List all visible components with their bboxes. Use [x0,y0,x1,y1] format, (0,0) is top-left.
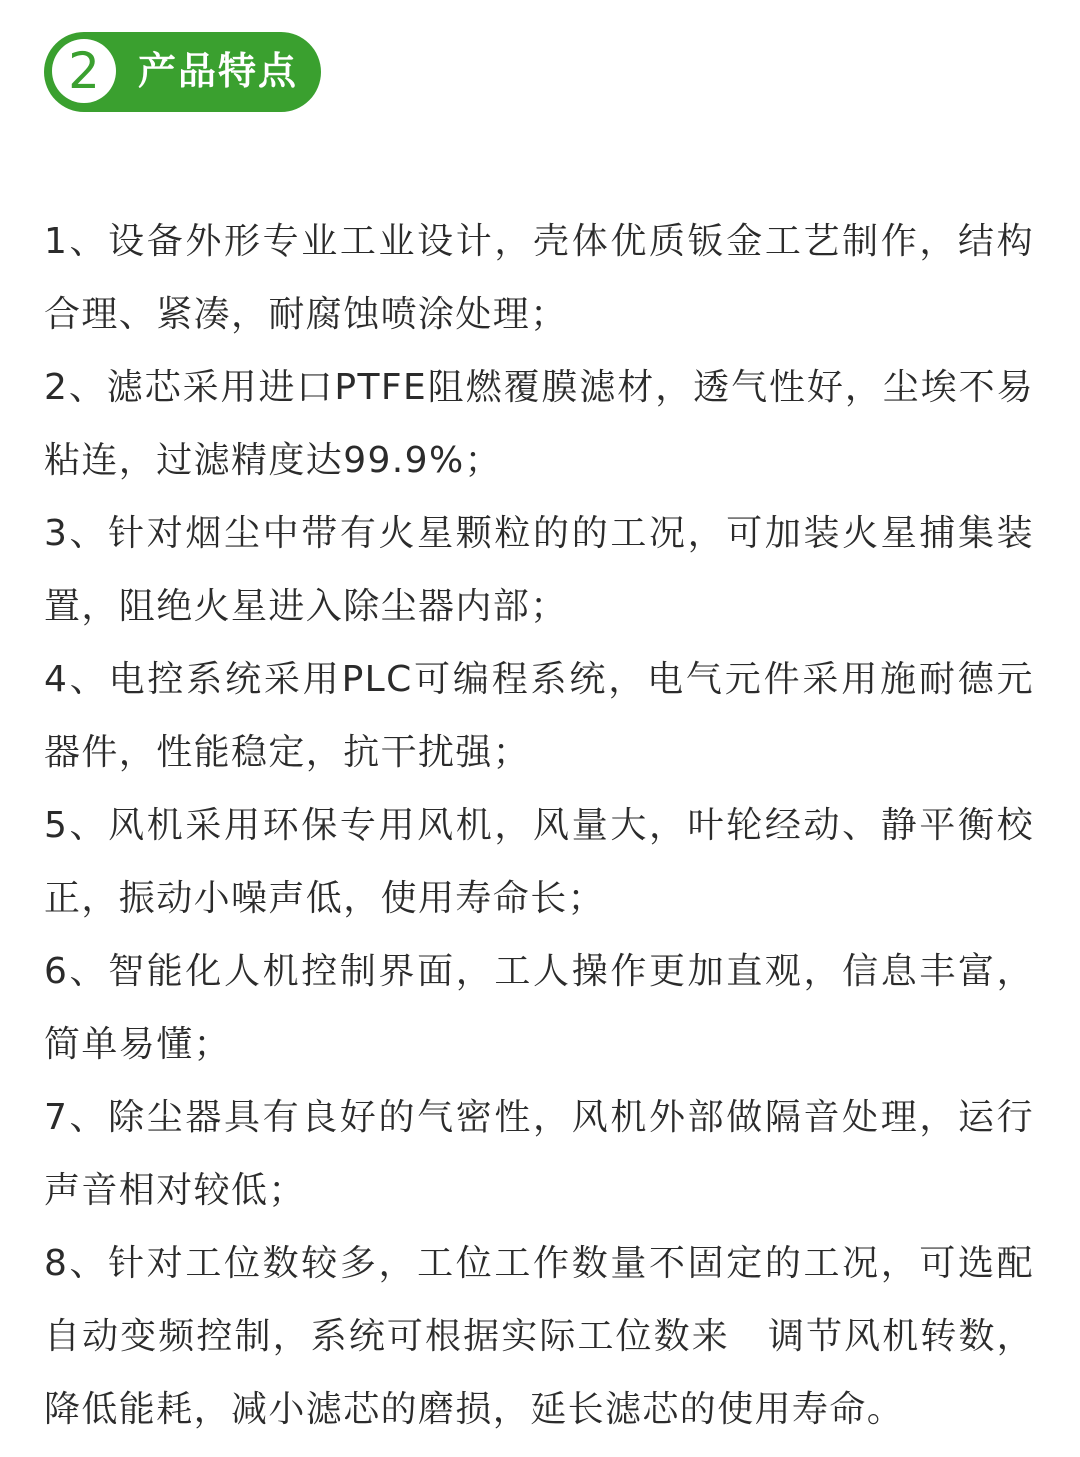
feature-item-7: 7、除尘器具有良好的气密性，风机外部做隔音处理，运行声音相对较低； [44,1097,1034,1211]
feature-item-4: 4、电控系统采用PLC可编程系统，电气元件采用施耐德元器件，性能稳定，抗干扰强； [44,659,1034,773]
feature-item-2: 2、滤芯采用进口PTFE阻燃覆膜滤材，透气性好，尘埃不易粘连，过滤精度达99.9%； [44,367,1034,481]
feature-item-8: 8、针对工位数较多，工位工作数量不固定的工况，可选配自动变频控制，系统可根据实际工位数来 调节风机转数，降低能耗，减小滤芯的磨损，延长滤芯的使用寿命。 [44,1243,1034,1430]
feature-item-1: 1、设备外形专业工业设计，壳体优质钣金工艺制作，结构合理、紧凑，耐腐蚀喷涂处理； [44,221,1034,335]
section-number: 2 [52,39,116,103]
section-header-badge [44,32,321,112]
section-title: 产品特点 [138,49,299,93]
feature-item-6: 6、智能化人机控制界面，工人操作更加直观，信息丰富，简单易懂； [44,951,1034,1065]
feature-item-3: 3、针对烟尘中带有火星颗粒的的工况，可加装火星捕集装置，阻绝火星进入除尘器内部； [44,513,1034,627]
feature-list [44,205,1034,1446]
feature-item-5: 5、风机采用环保专用风机，风量大，叶轮经动、静平衡校正，振动小噪声低，使用寿命长； [44,805,1034,919]
